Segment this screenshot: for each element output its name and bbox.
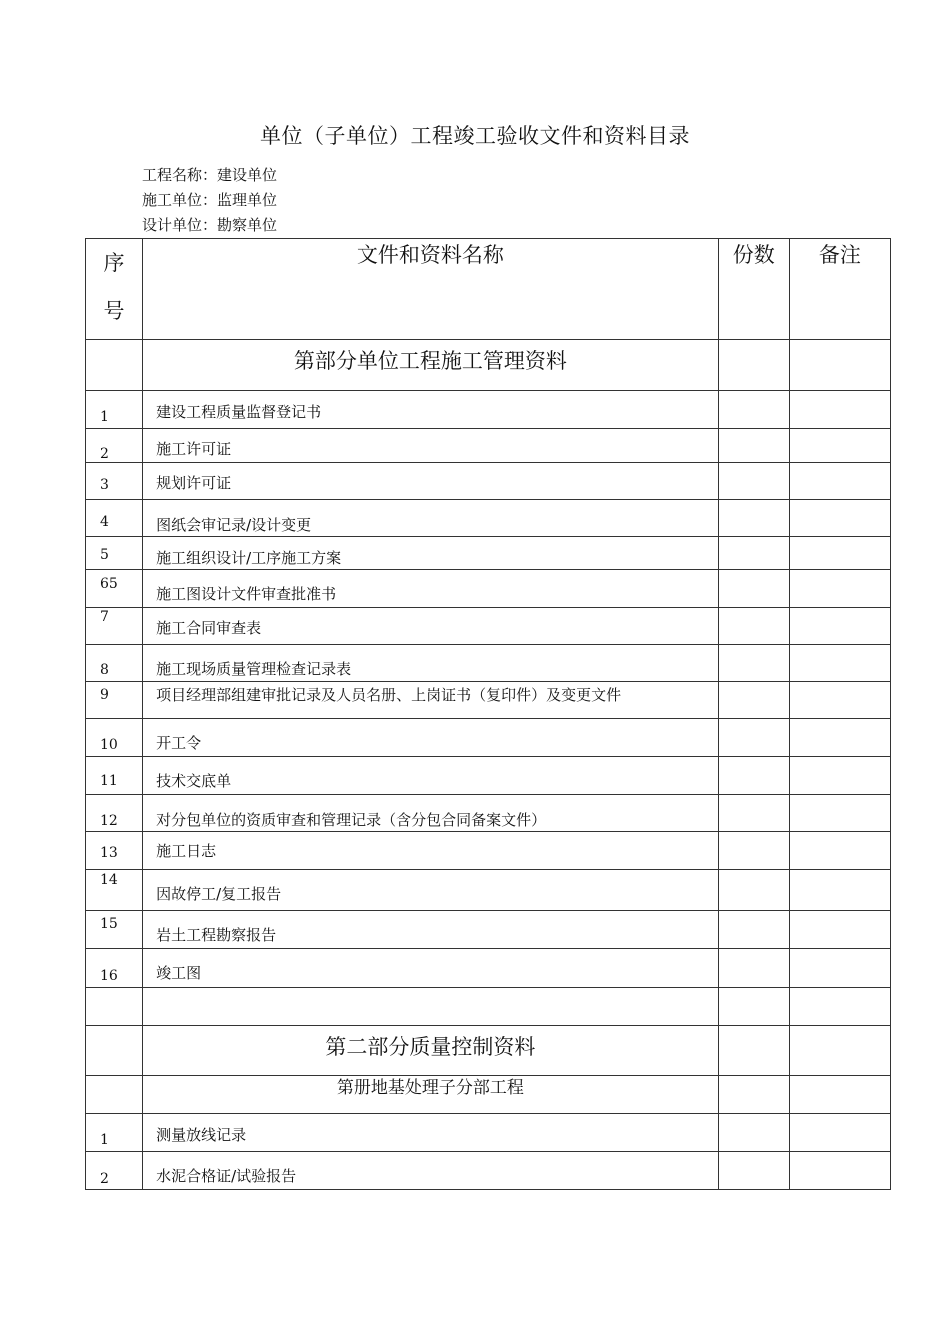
table-row: [86, 391, 891, 429]
table-row: [86, 537, 891, 570]
row-name: 施工日志: [143, 832, 719, 870]
empty-name-cell: [143, 988, 719, 1026]
table-row: [86, 949, 891, 988]
header-remark: 备注: [789, 239, 890, 340]
header-copies: 份数: [718, 239, 789, 340]
row-copies: [718, 795, 789, 832]
row-copies: [718, 949, 789, 988]
row-name: 因故停工/复工报告: [143, 870, 719, 911]
table-row: [86, 645, 891, 682]
table-row: [86, 570, 891, 608]
header-seq-top: 序: [103, 251, 125, 275]
row-remark: [789, 463, 890, 500]
part2-subtitle: 第册地基处理子分部工程: [143, 1076, 719, 1114]
row-seq: 1: [86, 391, 143, 429]
row-seq: 8: [86, 645, 143, 682]
row-remark: [789, 1152, 890, 1190]
table-row: [86, 757, 891, 795]
table-row: [86, 500, 891, 537]
row-copies: [718, 429, 789, 463]
header-name: 文件和资料名称: [143, 239, 719, 340]
row-name: 项目经理部组建审批记录及人员名册、上岗证书（复印件）及变更文件: [143, 682, 719, 719]
row-remark: [789, 1114, 890, 1152]
row-seq: 9: [86, 682, 143, 719]
row-name: 施工合同审查表: [143, 608, 719, 645]
row-name: 水泥合格证/试验报告: [143, 1152, 719, 1190]
row-remark: [789, 870, 890, 911]
table-row: [86, 429, 891, 463]
part1-copies-cell: [718, 340, 789, 391]
row-seq: 4: [86, 500, 143, 537]
row-remark: [789, 719, 890, 757]
row-name: 开工令: [143, 719, 719, 757]
table-row: [86, 832, 891, 870]
row-name: 施工组织设计/工序施工方案: [143, 537, 719, 570]
part1-seq-cell: [86, 340, 143, 391]
row-remark: [789, 757, 890, 795]
table-row: [86, 1152, 891, 1190]
row-name: 施工许可证: [143, 429, 719, 463]
row-seq: 12: [86, 795, 143, 832]
part1-title: 第部分单位工程施工管理资料: [143, 340, 719, 391]
part2-sub-seq-cell: [86, 1076, 143, 1114]
row-seq: 3: [86, 463, 143, 500]
row-remark: [789, 570, 890, 608]
row-name: 岩土工程勘察报告: [143, 911, 719, 949]
document-title: 单位（子单位）工程竣工验收文件和资料目录: [260, 124, 690, 148]
part2-subtitle-row: [86, 1076, 891, 1114]
row-name: 图纸会审记录/设计变更: [143, 500, 719, 537]
header-row: [86, 239, 891, 340]
row-copies: [718, 719, 789, 757]
row-seq: 15: [86, 911, 143, 949]
empty-copies-cell: [718, 988, 789, 1026]
row-remark: [789, 949, 890, 988]
construction-unit-line: 施工单位：监理单位: [142, 191, 278, 209]
row-remark: [789, 500, 890, 537]
table-row: [86, 682, 891, 719]
row-copies: [718, 608, 789, 645]
row-copies: [718, 570, 789, 608]
row-remark: [789, 537, 890, 570]
row-seq: 7: [86, 608, 143, 645]
table-row: [86, 911, 891, 949]
row-seq: 13: [86, 832, 143, 870]
row-seq: 16: [86, 949, 143, 988]
design-unit-line: 设计单位：勘察单位: [142, 216, 278, 234]
part1-remark-cell: [789, 340, 890, 391]
row-name: 测量放线记录: [143, 1114, 719, 1152]
row-name: 建设工程质量监督登记书: [143, 391, 719, 429]
row-seq: 5: [86, 537, 143, 570]
row-copies: [718, 832, 789, 870]
row-seq: 10: [86, 719, 143, 757]
empty-seq-cell: [86, 988, 143, 1026]
table-row: [86, 463, 891, 500]
part2-sub-remark-cell: [789, 1076, 890, 1114]
row-name: 技术交底单: [143, 757, 719, 795]
header-seq: [86, 239, 143, 340]
row-copies: [718, 682, 789, 719]
row-seq: 65: [86, 570, 143, 608]
table-row: [86, 608, 891, 645]
row-remark: [789, 682, 890, 719]
row-remark: [789, 645, 890, 682]
empty-row: [86, 988, 891, 1026]
row-name: 对分包单位的资质审查和管理记录（含分包合同备案文件）: [143, 795, 719, 832]
row-copies: [718, 757, 789, 795]
row-seq: 14: [86, 870, 143, 911]
row-seq: 2: [86, 1152, 143, 1190]
project-name-line: 工程名称：建设单位: [142, 166, 278, 184]
row-copies: [718, 870, 789, 911]
row-copies: [718, 1114, 789, 1152]
row-name: 竣工图: [143, 949, 719, 988]
row-name: 规划许可证: [143, 463, 719, 500]
row-remark: [789, 391, 890, 429]
row-remark: [789, 608, 890, 645]
part2-copies-cell: [718, 1026, 789, 1076]
row-copies: [718, 1152, 789, 1190]
row-copies: [718, 500, 789, 537]
table-row: [86, 1114, 891, 1152]
part2-title-row: [86, 1026, 891, 1076]
row-seq: 11: [86, 757, 143, 795]
table-row: [86, 719, 891, 757]
catalog-table: [85, 238, 891, 1190]
row-remark: [789, 429, 890, 463]
table-row: [86, 795, 891, 832]
part2-seq-cell: [86, 1026, 143, 1076]
row-copies: [718, 911, 789, 949]
part2-remark-cell: [789, 1026, 890, 1076]
part2-sub-copies-cell: [718, 1076, 789, 1114]
row-seq: 1: [86, 1114, 143, 1152]
table-row: [86, 870, 891, 911]
part1-title-row: [86, 340, 891, 391]
row-remark: [789, 795, 890, 832]
part2-title: 第二部分质量控制资料: [143, 1026, 719, 1076]
row-copies: [718, 391, 789, 429]
row-name: 施工现场质量管理检查记录表: [143, 645, 719, 682]
row-remark: [789, 911, 890, 949]
row-copies: [718, 645, 789, 682]
row-copies: [718, 537, 789, 570]
header-seq-bottom: 号: [103, 299, 125, 323]
empty-remark-cell: [789, 988, 890, 1026]
row-remark: [789, 832, 890, 870]
row-name: 施工图设计文件审查批准书: [143, 570, 719, 608]
row-copies: [718, 463, 789, 500]
row-seq: 2: [86, 429, 143, 463]
